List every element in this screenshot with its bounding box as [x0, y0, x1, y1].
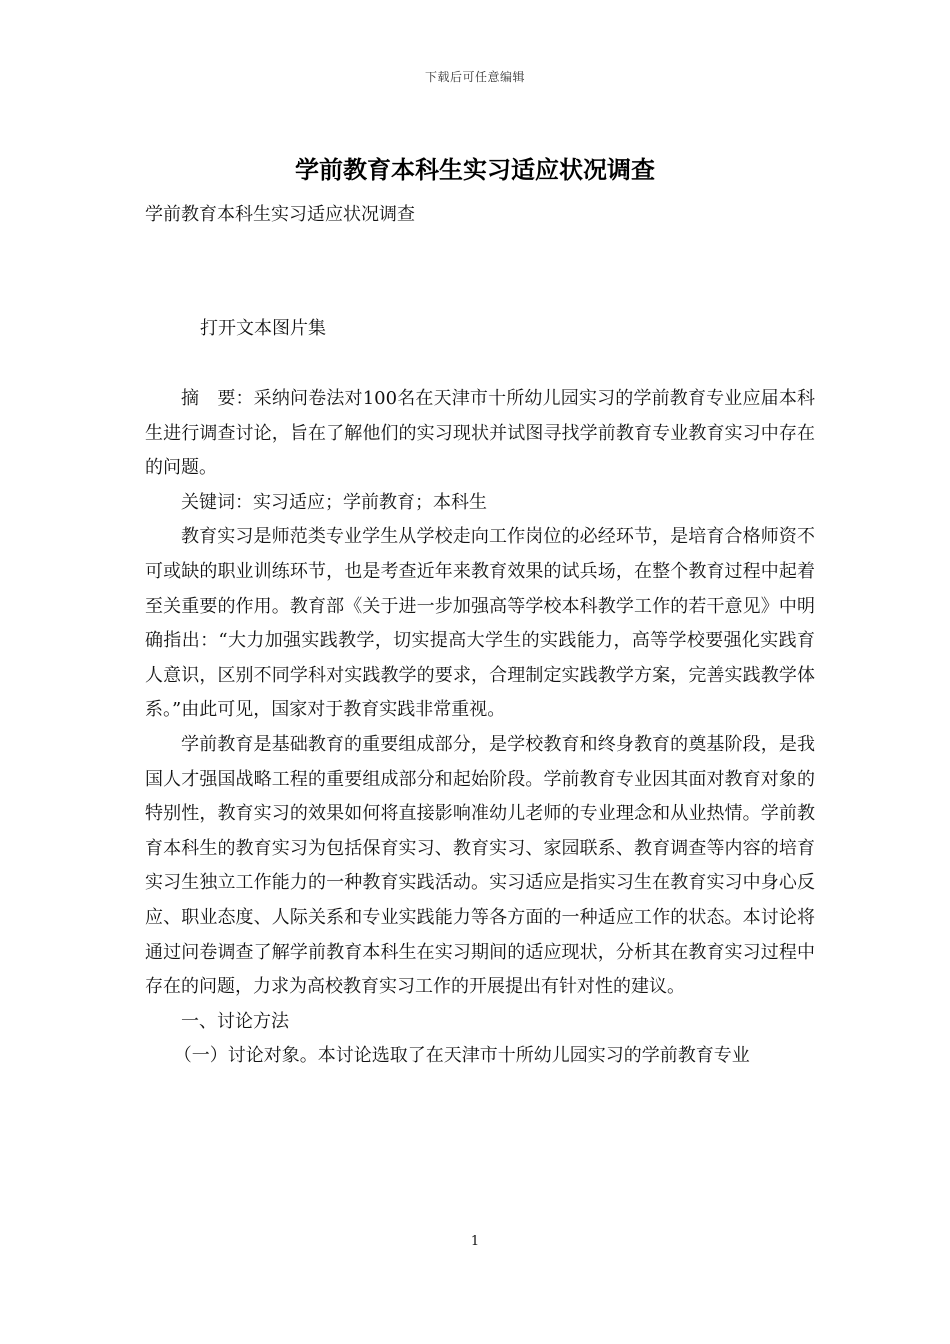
open-image-gallery-link[interactable]: 打开文本图片集 [200, 318, 326, 339]
body-paragraph-1: 教育实习是师范类专业学生从学校走向工作岗位的必经环节，是培育合格师资不可或缺的职业训练环节，也是考查近年来教育效果的试兵场，在整个教育过程中起着至关重要的作用。教育部《关于进一步加强高等学校本科教学工作的若干意见》中明确指出：“大力加强实践教学，切实提高大学生的实践能力，高等学校要强化实践育人意识，区别不同学科对实践教学的要求，合理制定实践教学方案，完善实践教学体系。”由此可见，国家对于教育实践非常重视。 [145, 526, 815, 721]
keywords-paragraph: 关键词：实习适应；学前教育；本科生 [181, 491, 487, 513]
subsection-subjects: （一）讨论对象。本讨论选取了在天津市十所幼儿园实习的学前教育专业 [173, 1045, 750, 1067]
document-subtitle: 学前教育本科生实习适应状况调查 [145, 204, 415, 225]
page-number: 1 [470, 1234, 480, 1249]
document-body [145, 382, 815, 1074]
abstract-paragraph: 摘 要：采纳问卷法对100名在天津市十所幼儿园实习的学前教育专业应届本科生进行调查讨论，旨在了解他们的实习现状并试图寻找学前教育专业教育实习中存在的问题。 [145, 388, 815, 479]
body-paragraph-2: 学前教育是基础教育的重要组成部分，是学校教育和终身教育的奠基阶段，是我国人才强国战略工程的重要组成部分和起始阶段。学前教育专业因其面对教育对象的特别性，教育实习的效果如何将直接影响准幼儿老师的专业理念和从业热情。学前教育本科生的教育实习为包括保育实习、教育实习、家园联系、教育调查等内容的培育实习生独立工作能力的一种教育实践活动。实习适应是指实习生在教育实习中身心反应、职业态度、人际关系和专业实践能力等各方面的一种适应工作的状态。本讨论将通过问卷调查了解学前教育本科生在实习期间的适应现状，分析其在教育实习过程中存在的问题，力求为高校教育实习工作的开展提出有针对性的建议。 [145, 733, 815, 998]
section-heading-methods: 一、讨论方法 [181, 1010, 289, 1032]
document-title: 学前教育本科生实习适应状况调查 [295, 156, 655, 184]
header-note: 下载后可任意编辑 [424, 70, 525, 84]
